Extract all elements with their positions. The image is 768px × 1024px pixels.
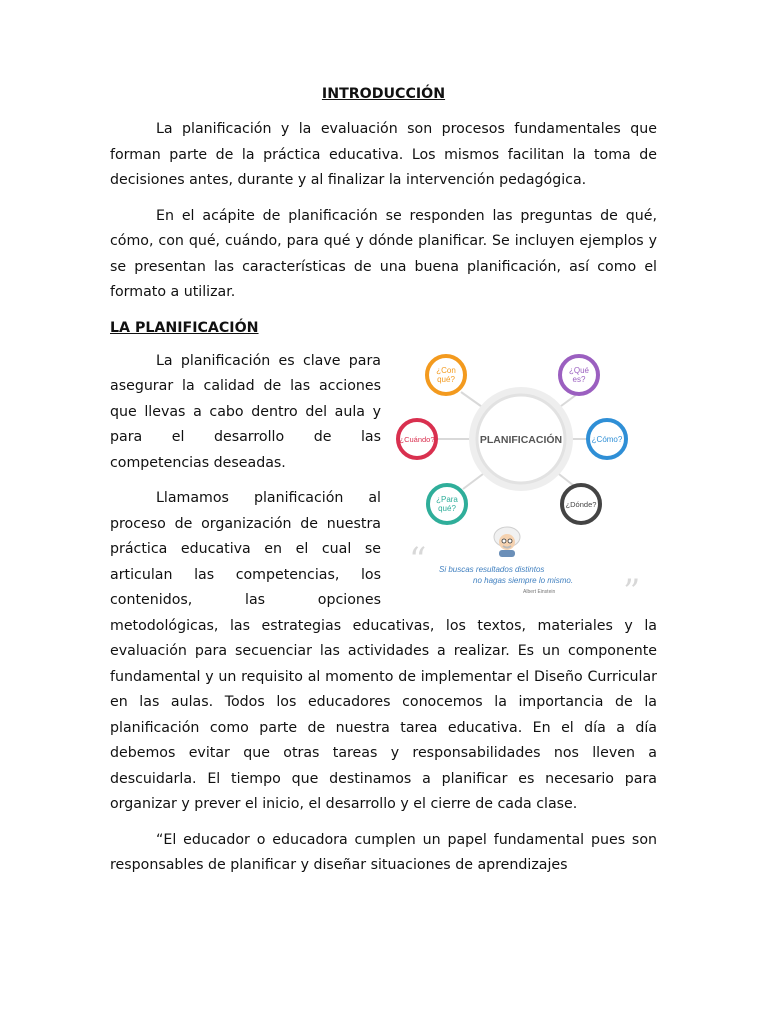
node-como-line-1: ¿Cómo? (591, 434, 623, 444)
node-para-que (428, 485, 466, 523)
node-para-que-line-2: qué? (438, 503, 456, 513)
node-con-que (427, 356, 465, 394)
node-cuando (398, 420, 436, 458)
node-con-que-line-2: qué? (437, 374, 455, 384)
section-paragraph-2: Llamamos planificación al proceso de organización de nuestra práctica educativa en el cual se articulan las competencias, los contenidos, las opciones metodológicas, las estrategias educativas, los textos, materiales y la evaluación para secuenciar las actividades a realizar. Es un componente fundamental y un requisito al momento de implementar el Diseño Curricular en las aulas. Todos los educadores conocemos la importancia de la planificación como parte de nuestra tarea educativa. En el día a día debemos evitar que otras tareas y responsabilidades nos lleven a descuidarla. El tiempo que destinamos a planificar es necesario para organizar y prever el inicio, el desarrollo y el cierre de cada clase. (110, 490, 657, 812)
section-paragraph-1: La planificación es clave para asegurar la calidad de las acciones que llevas a cabo dentro del aula y para el desarrollo de las competencias deseadas. (110, 352, 381, 471)
node-que-es-line-2: es? (572, 374, 586, 384)
einstein-body (499, 550, 515, 557)
node-como (588, 420, 626, 458)
center-label: PLANIFICACIÓN (479, 433, 563, 446)
section-heading: LA PLANIFICACIÓN (110, 319, 259, 336)
einstein-eye-left (502, 539, 506, 543)
node-con-que-line-1: ¿Con (436, 365, 456, 375)
quote-author: Albert Einstein (523, 588, 556, 595)
open-quote-mark: “ (409, 539, 427, 580)
intro-paragraph-1: La planificación y la evaluación son procesos fundamentales que forman parte de la práctica educativa. Los mismos facilitan la toma de decisiones antes, durante y al finalizar la intervención pedagógica. (110, 121, 657, 188)
planning-diagram (395, 349, 657, 601)
einstein-eye-right (508, 539, 512, 543)
node-donde-line-1: ¿Dónde? (565, 499, 597, 509)
quote-line-2: no hagas siempre lo mismo. (473, 575, 574, 585)
node-que-es-line-1: ¿Qué (568, 365, 590, 375)
node-cuando-line-1: ¿Cuándo? (399, 434, 435, 444)
page-title: INTRODUCCIÓN (321, 86, 446, 102)
document-page (110, 82, 657, 889)
planning-diagram-svg (395, 349, 657, 601)
close-quote-mark: ” (623, 571, 641, 601)
einstein-illustration (494, 527, 520, 557)
section-paragraph-3: “El educador o educadora cumplen un papel fundamental pues son responsables de planificar y diseñar situaciones de aprendizajes (110, 831, 657, 873)
node-para-que-line-1: ¿Para (436, 494, 458, 504)
quote-line-1: Si buscas resultados distintos (439, 564, 545, 574)
node-que-es (560, 356, 598, 394)
intro-paragraph-2: En el acápite de planificación se responden las preguntas de qué, cómo, con qué, cuándo, para qué y dónde planificar. Se incluyen ejemplos y se presentan las características de una buena planificación, así como el formato a utilizar. (110, 207, 657, 300)
node-donde (562, 485, 600, 523)
